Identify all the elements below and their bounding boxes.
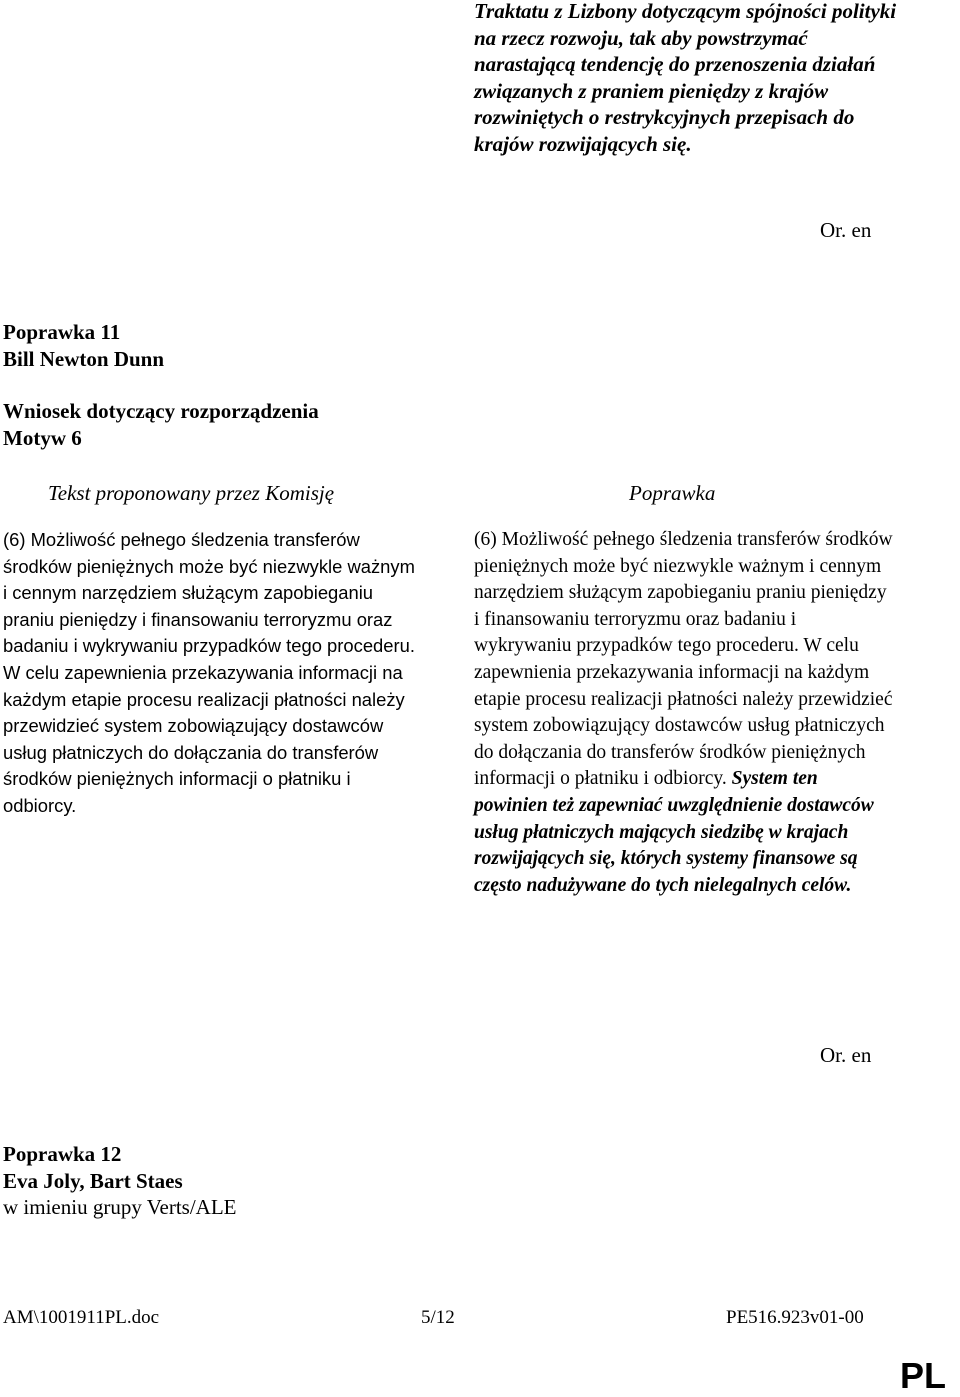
language-code: PL bbox=[900, 1355, 947, 1396]
proposal-reference bbox=[3, 398, 319, 451]
amendment-author: Bill Newton Dunn bbox=[3, 346, 165, 371]
amendment-12-number: Poprawka 12 bbox=[3, 1142, 122, 1166]
footer-document-reference: AM\1001911PL.doc bbox=[3, 1307, 160, 1328]
footer-page-number: 5/12 bbox=[421, 1307, 455, 1328]
footer-pe-reference: PE516.923v01-00 bbox=[726, 1307, 864, 1328]
document-type: Wniosek dotyczący rozporządzenia bbox=[3, 399, 319, 423]
amendment-12-authors: Eva Joly, Bart Staes bbox=[3, 1168, 183, 1193]
original-language-label-2: Or. en bbox=[820, 1043, 872, 1067]
amendment-text-added: System ten powinien też zapewniać uwzględnienie dostawców usług płatniczych mających siedzibę w krajach rozwijających się, których systemy finansowe są często nadużywane do tych nielegalnych celów. bbox=[474, 768, 874, 896]
commission-text-header: Tekst proponowany przez Komisję bbox=[48, 481, 335, 505]
original-language-label: Or. en bbox=[820, 218, 872, 242]
continued-justification: Traktatu z Lizbony dotyczącym spójności polityki na rzecz rozwoju, tak aby powstrzymać narastającą tendencję do przenoszenia działań związanych z praniem pieniędzy z krajów rozwiniętych o restrykcyjnych przepisach do krajów rozwijających się. bbox=[474, 0, 897, 156]
amendment-text-unchanged: (6) Możliwość pełnego śledzenia transferów środków pieniężnych może być niezwykle ważnym i cennym narzędziem służącym zapobieganiu praniu pieniędzy i finansowaniu terroryzmu oraz badaniu i wykrywaniu przypadków tego procederu. W celu zapewnienia przekazywania informacji na każdym etapie procesu realizacji płatności należy przewidzieć system zobowiązujący dostawców usług płatniczych do dołączania do transferów środków pieniężnych informacji o płatniku i odbiorcy. bbox=[474, 529, 893, 790]
amendment-12-heading bbox=[3, 1141, 237, 1221]
commission-text: (6) Możliwość pełnego śledzenia transferów środków pieniężnych może być niezwykle ważnym i cennym narzędziem służącym zapobieganiu praniu pieniędzy i finansowaniu terroryzmu oraz badaniu i wykrywaniu przypadków tego procederu. W celu zapewnienia przekazywania informacji na każdym etapie procesu realizacji płatności należy przewidzieć system zobowiązujący dostawców usług płatniczych do dołączania do transferów środków pieniężnych informacji o płatniku i odbiorcy. bbox=[3, 529, 415, 816]
amendment-text bbox=[474, 527, 894, 899]
amendment-number: Poprawka 11 bbox=[3, 320, 121, 344]
amendment-heading bbox=[3, 319, 164, 372]
recital-reference: Motyw 6 bbox=[3, 425, 82, 450]
amendment-column-header: Poprawka bbox=[629, 481, 716, 505]
amendment-12-group: w imieniu grupy Verts/ALE bbox=[3, 1195, 237, 1219]
